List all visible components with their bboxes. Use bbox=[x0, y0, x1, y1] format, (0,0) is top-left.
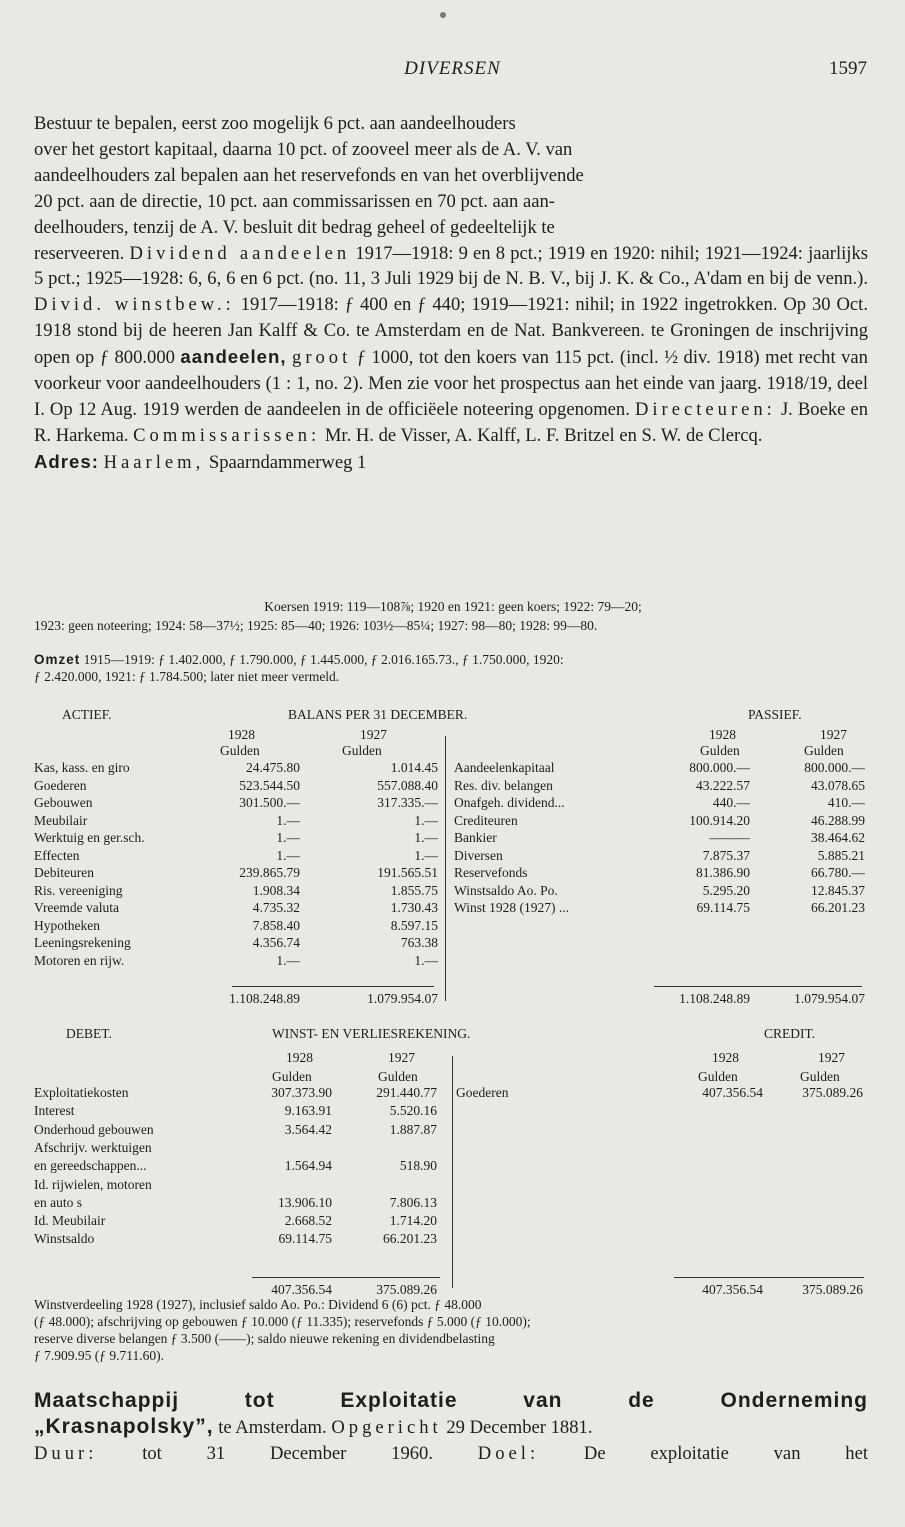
row-label: Meubilair bbox=[34, 812, 88, 828]
statutes-paragraph bbox=[34, 111, 868, 476]
text-line: deelhouders, tenzij de A. V. besluit dit bedrag geheel of gedeeltelijk te bbox=[34, 216, 555, 238]
adres-street: Spaarndammerweg 1 bbox=[208, 451, 367, 473]
company-name-cont: „Krasnapolsky”, bbox=[34, 1414, 214, 1438]
koersen-block bbox=[34, 597, 872, 635]
groot-label: groot bbox=[292, 347, 352, 369]
row-label: Winstsaldo bbox=[34, 1231, 95, 1247]
print-mark bbox=[440, 12, 446, 18]
value-1927: 800.000.— bbox=[804, 760, 865, 775]
row-label: Motoren en rijw. bbox=[34, 952, 125, 968]
value-1928: 239.865.79 bbox=[239, 865, 300, 880]
value-1927: 518.90 bbox=[399, 1158, 437, 1174]
aandeelen-label: aandeelen, bbox=[180, 346, 287, 368]
value-1927: 763.38 bbox=[400, 935, 438, 950]
koersen-line: Koersen 1919: 119—108⅞; 1920 en 1921: geen koers; 1922: 79—20; bbox=[264, 599, 642, 614]
value-1927: 66.780.— bbox=[811, 865, 865, 880]
row-label: Exploitatiekosten bbox=[34, 1085, 129, 1100]
row-label: Winst 1928 (1927) ... bbox=[454, 900, 569, 915]
value-1927: 5.885.21 bbox=[817, 847, 865, 863]
winst-label: Divid. winstbew.: bbox=[34, 294, 235, 316]
address-line bbox=[34, 449, 868, 476]
commissarissen-text: Mr. H. de Visser, A. Kalff, L. F. Britzel en S. W. de Clercq. bbox=[324, 424, 763, 446]
text-line: (ƒ 48.000); afschrijving op gebouwen ƒ 10.000 (ƒ 11.335); reservefonds ƒ 5.000 (ƒ 10.000); bbox=[34, 1314, 531, 1329]
passief-title: PASSIEF. bbox=[748, 707, 802, 722]
doel-label: Doel: bbox=[477, 1442, 540, 1464]
column-divider bbox=[452, 1056, 453, 1288]
value-1928: 1.— bbox=[276, 847, 300, 863]
value-1927: 1.714.20 bbox=[389, 1213, 437, 1229]
dividend-text: 1917—1918: 9 en 8 pct.; 1919 en 1920: nihil; 1921—1924: jaarlijks 5 pct.; 1925—1928: 6, 6, 6 en 6 pct. (no. 11, 3 Juli 1929 bij de N. B. V., bij J. K. & Co., A'dam en bij de venn.). bbox=[34, 242, 868, 290]
row-label: Afschrijv. werktuigen bbox=[34, 1139, 152, 1155]
row-label: Diversen bbox=[454, 847, 503, 863]
balance-sheet bbox=[0, 700, 905, 1035]
row-label: Bankier bbox=[454, 830, 497, 845]
omzet-line bbox=[34, 651, 872, 668]
balans-title: BALANS PER 31 DECEMBER. bbox=[288, 707, 468, 722]
row-label: Res. div. belangen bbox=[454, 777, 553, 793]
value-1927: 291.440.77 bbox=[376, 1085, 437, 1100]
total-rule bbox=[232, 986, 434, 987]
winst-text: 1917—1918: ƒ 400 en ƒ 440; 1919—1921: nihil; in 1922 ingetrokken. Op 30 Oct. 1918 stond bij de heeren Jan Kalff & Co. te Amsterdam en de Nat. Bankvereen. te Groningen de inschrijving open op ƒ 800.000 bbox=[34, 294, 868, 369]
row-label: Vreemde valuta bbox=[34, 900, 120, 915]
year-heading: 1927 bbox=[388, 1050, 415, 1065]
value-1927: 5.520.16 bbox=[389, 1103, 437, 1119]
value-1928: 7.875.37 bbox=[702, 847, 750, 863]
directeuren-text: J. Boeke en R. Harkema. bbox=[34, 398, 869, 446]
text-line: reserveeren. bbox=[34, 242, 125, 264]
value-1928: 407.356.54 bbox=[702, 1085, 763, 1100]
value-1927: 191.565.51 bbox=[377, 865, 438, 880]
unit-heading: Gulden bbox=[378, 1069, 418, 1084]
text-line: Bestuur te bepalen, eerst zoo mogelijk 6 pct. aan aandeelhouders bbox=[34, 113, 516, 134]
row-label: Interest bbox=[34, 1103, 75, 1119]
value-1928: 69.114.75 bbox=[278, 1231, 332, 1247]
doel-text: De exploitatie van het bbox=[583, 1442, 868, 1464]
unit-heading: Gulden bbox=[342, 743, 382, 758]
page-number: 1597 bbox=[829, 58, 867, 79]
value-1928: ——— bbox=[709, 830, 750, 845]
row-label: Id. Meubilair bbox=[34, 1213, 106, 1229]
text-line: reserve diverse belangen ƒ 3.500 (——); saldo nieuwe rekening en dividendbelasting bbox=[34, 1331, 495, 1346]
row-label: Werktuig en ger.sch. bbox=[34, 830, 145, 845]
value-1928: 13.906.10 bbox=[278, 1194, 332, 1210]
company-city: te Amsterdam. bbox=[218, 1416, 327, 1438]
total-value: 1.108.248.89 bbox=[229, 991, 300, 1006]
company-line bbox=[34, 1441, 868, 1467]
omzet-line: ƒ 2.420.000, 1921: ƒ 1.784.500; later niet meer vermeld. bbox=[34, 669, 340, 684]
adres-label: Adres: bbox=[34, 450, 99, 472]
total-value: 407.356.54 bbox=[271, 1282, 332, 1297]
value-1927: 1.— bbox=[414, 812, 438, 828]
value-1927: 1.855.75 bbox=[390, 882, 438, 898]
value-1927: 1.— bbox=[414, 952, 438, 968]
value-1927: 38.464.62 bbox=[811, 830, 865, 845]
value-1928: 5.295.20 bbox=[702, 882, 750, 898]
text-line: Winstverdeeling 1928 (1927), inclusief saldo Ao. Po.: Dividend 6 (6) pct. ƒ 48.000 bbox=[34, 1297, 482, 1312]
value-1928: 301.500.— bbox=[239, 795, 300, 810]
company-entry bbox=[34, 1388, 868, 1467]
row-label: Kas, kass. en giro bbox=[34, 760, 130, 775]
total-value: 375.089.26 bbox=[802, 1282, 863, 1297]
value-1928: 69.114.75 bbox=[696, 900, 750, 915]
year-heading: 1927 bbox=[818, 1050, 845, 1065]
row-label: Onafgeh. dividend... bbox=[454, 795, 565, 810]
year-heading: 1928 bbox=[286, 1050, 313, 1065]
total-value: 1.079.954.07 bbox=[794, 991, 865, 1006]
value-1927: 1.014.45 bbox=[390, 760, 438, 775]
opgericht-date: 29 December 1881. bbox=[446, 1416, 593, 1438]
text-line: aandeelhouders zal bepalen aan het reservefonds en van het overblijvende bbox=[34, 164, 584, 186]
omzet-label: Omzet bbox=[34, 652, 81, 667]
value-1928: 1.— bbox=[276, 830, 300, 845]
value-1928: 43.222.57 bbox=[696, 777, 750, 793]
text-line: 20 pct. aan de directie, 10 pct. aan commissarissen en 70 pct. aan aan- bbox=[34, 190, 555, 212]
value-1927: 8.597.15 bbox=[390, 917, 438, 933]
row-label: Effecten bbox=[34, 847, 80, 863]
value-1927: 7.806.13 bbox=[389, 1194, 437, 1210]
unit-heading: Gulden bbox=[800, 1069, 840, 1084]
row-label: Debiteuren bbox=[34, 865, 94, 880]
text-line: ƒ 7.909.95 (ƒ 9.711.60). bbox=[34, 1348, 164, 1363]
omzet-block bbox=[34, 651, 872, 685]
duur-label: Duur: bbox=[34, 1442, 98, 1464]
total-value: 375.089.26 bbox=[376, 1282, 437, 1297]
value-1928: 100.914.20 bbox=[689, 812, 750, 828]
row-label: Winstsaldo Ao. Po. bbox=[454, 882, 558, 898]
value-1928: 3.564.42 bbox=[284, 1121, 332, 1137]
value-1928: 2.668.52 bbox=[284, 1213, 332, 1229]
value-1927: 1.— bbox=[414, 830, 438, 845]
row-label: Goederen bbox=[34, 777, 87, 793]
value-1927: 46.288.99 bbox=[811, 812, 865, 828]
profit-loss-account bbox=[0, 1022, 905, 1302]
total-value: 1.108.248.89 bbox=[679, 991, 750, 1006]
value-1928: 81.386.90 bbox=[696, 865, 750, 880]
value-1928: 9.163.91 bbox=[284, 1103, 332, 1119]
winstverdeeling-block bbox=[34, 1296, 872, 1364]
koersen-line: 1923: geen noteering; 1924: 58—37½; 1925: 85—40; 1926: 103½—85¼; 1927: 98—80; 1928: 99—80. bbox=[34, 618, 598, 633]
value-1928: 1.564.94 bbox=[284, 1158, 332, 1174]
row-label: Aandeelenkapitaal bbox=[454, 760, 555, 775]
value-1927: 1.730.43 bbox=[390, 900, 438, 915]
row-label: Id. rijwielen, motoren bbox=[34, 1176, 152, 1192]
unit-heading: Gulden bbox=[700, 743, 740, 758]
row-label: Leeningsrekening bbox=[34, 935, 131, 950]
wv-title: WINST- EN VERLIESREKENING. bbox=[272, 1026, 471, 1041]
value-1928: 307.373.90 bbox=[271, 1085, 332, 1100]
row-label: en gereedschappen... bbox=[34, 1158, 147, 1174]
commissarissen-label: Commissarissen: bbox=[133, 424, 321, 446]
running-title: DIVERSEN bbox=[404, 58, 501, 79]
unit-heading: Gulden bbox=[698, 1069, 738, 1084]
directeuren-label: Directeuren: bbox=[634, 398, 776, 420]
company-line bbox=[34, 1414, 868, 1441]
row-label: Hypotheken bbox=[34, 917, 100, 933]
value-1927: 12.845.37 bbox=[811, 882, 865, 898]
debet-title: DEBET. bbox=[66, 1026, 112, 1041]
year-heading: 1928 bbox=[709, 727, 736, 742]
unit-heading: Gulden bbox=[804, 743, 844, 758]
year-heading: 1928 bbox=[712, 1050, 739, 1065]
value-1927: 66.201.23 bbox=[383, 1231, 437, 1247]
page-header bbox=[34, 58, 871, 88]
value-1927: 317.335.— bbox=[377, 795, 438, 810]
value-1927: 375.089.26 bbox=[802, 1085, 863, 1100]
omzet-text: 1915—1919: ƒ 1.402.000, ƒ 1.790.000, ƒ 1.445.000, ƒ 2.016.165.73., ƒ 1.750.000, 1920: bbox=[83, 652, 564, 667]
value-1927: 66.201.23 bbox=[811, 900, 865, 915]
groot-text: ƒ 1000, tot den koers van 115 pct. (incl. ½ div. 1918) met recht van voorkeur voor aandeelhouders (1 : 1, no. 2). Men zie voor het prospectus aan het einde van jaarg. 1918/19, deel I. Op 12 Aug. 1919 werden de aandeelen in de officiëele noteering opgenomen. bbox=[34, 347, 868, 420]
unit-heading: Gulden bbox=[272, 1069, 312, 1084]
year-heading: 1927 bbox=[360, 727, 387, 742]
value-1928: 1.— bbox=[276, 812, 300, 828]
value-1927: 410.— bbox=[827, 795, 865, 810]
row-label: Reservefonds bbox=[454, 865, 528, 880]
value-1928: 1.— bbox=[276, 952, 300, 968]
value-1928: 7.858.40 bbox=[252, 917, 300, 933]
value-1928: 4.735.32 bbox=[252, 900, 300, 915]
total-value: 407.356.54 bbox=[702, 1282, 763, 1297]
row-label: en auto s bbox=[34, 1194, 82, 1210]
duur-text: tot 31 December 1960. bbox=[142, 1442, 433, 1464]
value-1927: 1.— bbox=[414, 847, 438, 863]
dividend-paragraph bbox=[34, 241, 868, 449]
column-divider bbox=[445, 736, 446, 1001]
total-rule bbox=[252, 1277, 440, 1278]
total-value: 1.079.954.07 bbox=[367, 991, 438, 1006]
value-1928: 800.000.— bbox=[689, 760, 750, 775]
total-rule bbox=[674, 1277, 864, 1278]
opgericht-label: Opgericht bbox=[331, 1416, 442, 1438]
value-1928: 4.356.74 bbox=[252, 935, 300, 950]
row-label: Goederen bbox=[456, 1085, 509, 1100]
value-1927: 557.088.40 bbox=[377, 777, 438, 793]
year-heading: 1927 bbox=[820, 727, 847, 742]
value-1928: 24.475.80 bbox=[246, 760, 300, 775]
row-label: Crediteuren bbox=[454, 812, 518, 828]
credit-title: CREDIT. bbox=[764, 1026, 816, 1041]
actief-title: ACTIEF. bbox=[62, 707, 112, 722]
unit-heading: Gulden bbox=[220, 743, 260, 758]
value-1927: 1.887.87 bbox=[389, 1121, 437, 1137]
row-label: Gebouwen bbox=[34, 795, 93, 810]
text-line: over het gestort kapitaal, daarna 10 pct. of zooveel meer als de A. V. van bbox=[34, 138, 573, 160]
company-name-text: Maatschappij tot Exploitatie van de Onderneming bbox=[34, 1389, 868, 1412]
value-1928: 440.— bbox=[712, 795, 750, 810]
value-1928: 523.544.50 bbox=[239, 777, 300, 793]
year-heading: 1928 bbox=[228, 727, 255, 742]
row-label: Onderhoud gebouwen bbox=[34, 1121, 154, 1137]
company-name bbox=[34, 1388, 868, 1414]
value-1928: 1.908.34 bbox=[252, 882, 300, 898]
row-label: Ris. vereeniging bbox=[34, 882, 123, 898]
total-rule bbox=[654, 986, 862, 987]
dividend-label: Dividend aandeelen bbox=[129, 242, 351, 264]
adres-city: Haarlem, bbox=[103, 451, 205, 473]
value-1927: 43.078.65 bbox=[811, 777, 865, 793]
